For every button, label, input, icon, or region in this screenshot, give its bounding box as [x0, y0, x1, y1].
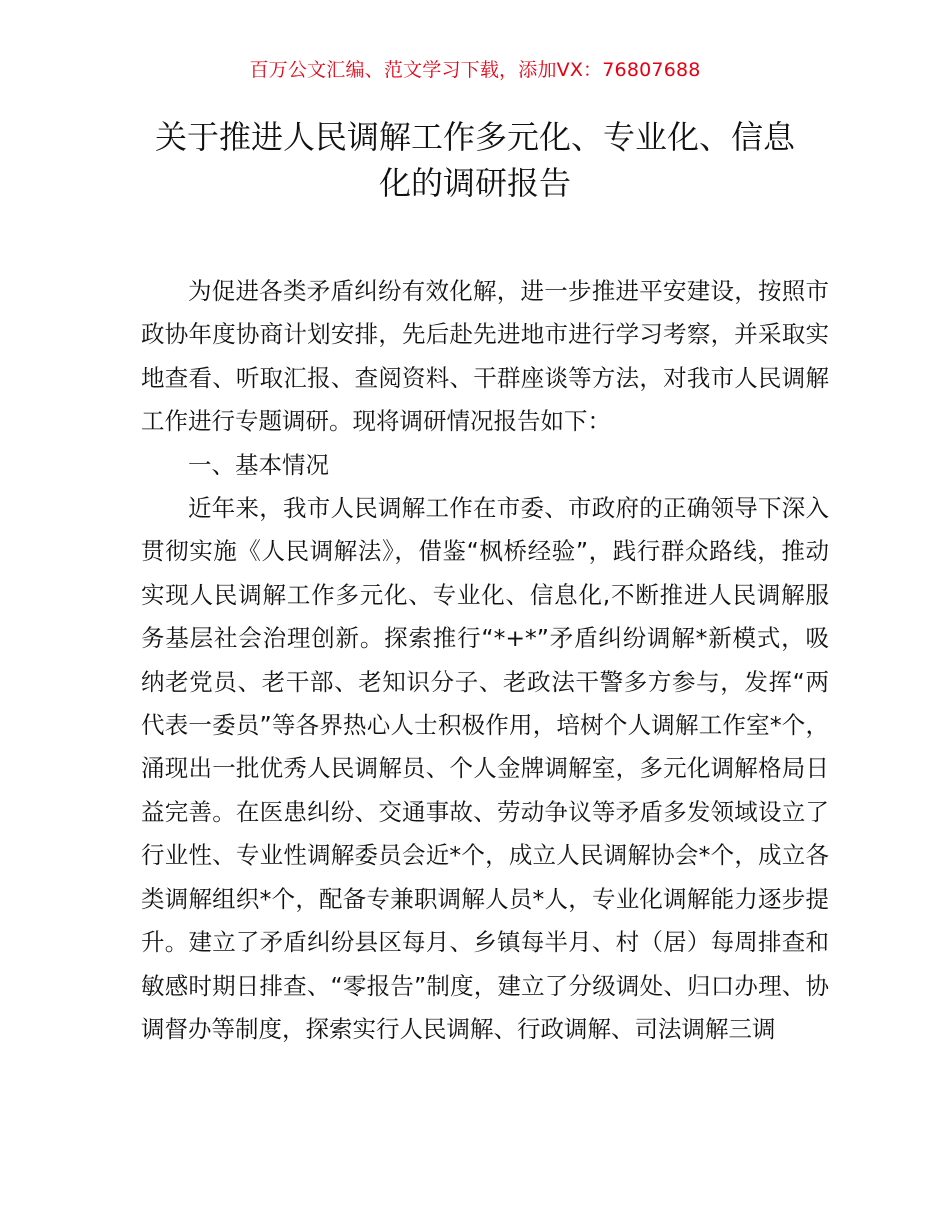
section-paragraph-basic-situation: 近年来，我市人民调解工作在市委、市政府的正确领导下深入贯彻实施《人民调解法》，借鉴“枫桥经验”，践行群众路线，推动实现人民调解工作多元化、专业化、信息化,不断推进人民调解服务基层社会治理创新。探索推行“*+*”矛盾纠纷调解*新模式，吸纳老党员、老干部、老知识分子、老政法干警多方参与，发挥“两代表一委员”等各界热心人士积极作用，培树个人调解工作室*个，涌现出一批优秀人民调解员、个人金牌调解室，多元化调解格局日益完善。在医患纠纷、交通事故、劳动争议等矛盾多发领域设立了行业性、专业性调解委员会近*个，成立人民调解协会*个，成立各类调解组织*个，配备专兼职调解人员*人，专业化调解能力逐步提升。建立了矛盾纠纷县区每月、乡镇每半月、村（居）每周排查和敏感时期日排查、“零报告”制度，建立了分级调处、归口办理、协调督办等制度，探索实行人民调解、行政调解、司法调解三调	[141, 494, 829, 1043]
section-heading-basic-situation: 一、基本情况	[188, 450, 329, 479]
watermark-banner: 百万公文汇编、范文学习下载，添加VX：76807688	[249, 59, 701, 81]
document-title: 关于推进人民调解工作多元化、专业化、信息化的调研报告	[154, 118, 795, 202]
intro-paragraph: 为促进各类矛盾纠纷有效化解，进一步推进平安建设，按照市政协年度协商计划安排，先后赴先进地市进行学习考察，并采取实地查看、听取汇报、查阅资料、干群座谈等方法，对我市人民调解工作进行专题调研。现将调研情况报告如下：	[141, 277, 829, 436]
document-body	[141, 270, 829, 1051]
